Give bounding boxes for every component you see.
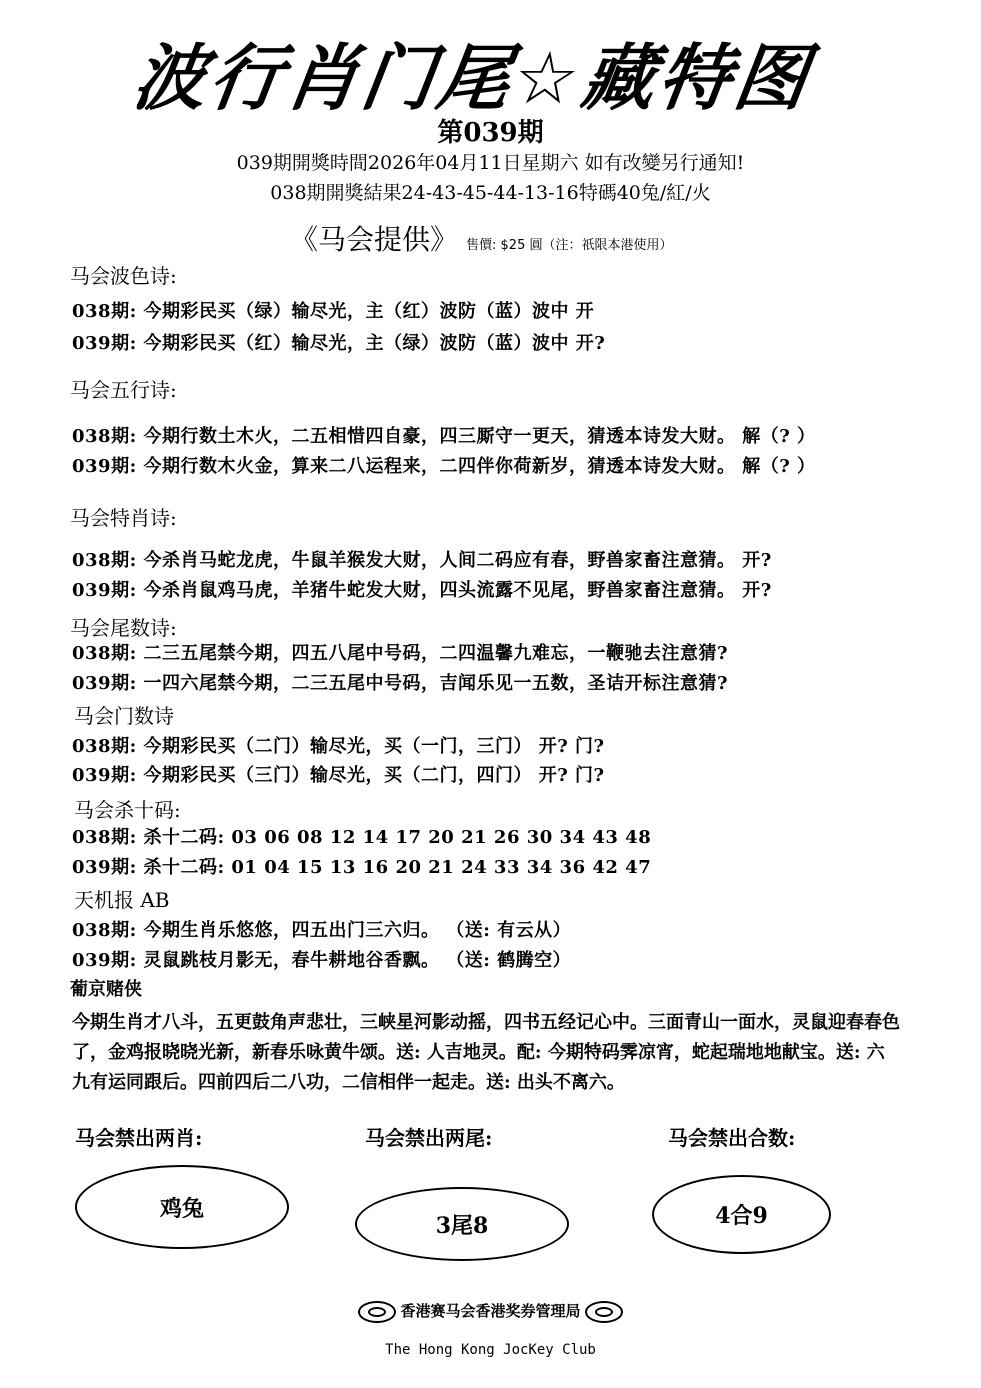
pujing-text: 今期生肖才八斗，五更鼓角声悲壮，三峡星河影动摇，四书五经记心中。三面青山一面水，灵鼠迎春春色了，金鸡报晓晓光新，新春乐咏黄牛颂。送: 人吉地灵。配: 今期特码霁凉宵，蛇起瑞地地献宝。送: 六九有运同跟后。四前四后二八功，二信相伴一起走。送: 出头不离六。 (72, 1012, 900, 1093)
last-result: 038期開獎結果24-43-45-44-13-16特碼40兔/紅/火 (270, 182, 711, 204)
section-title: 马会杀十码: (74, 798, 181, 822)
section-line: 038期: 今期生肖乐悠悠，四五出门三六归。 （送: 有云从） (72, 920, 572, 941)
section-line: 039期: 今期彩民买（三门）输尽光，买（二门，四门） 开? 门? (72, 765, 605, 786)
section-line: 038期: 今期行数土木火，二五相惜四自豪，四三厮守一更天，猜透本诗发大财。 解（? ） (72, 426, 816, 447)
jockey-club-logo-icon (358, 1301, 396, 1323)
section-line: 039期: 今期彩民买（红）输尽光，主（绿）波防（蓝）波中 开? (72, 333, 606, 354)
footer-en: The Hong Kong JocKey Club (385, 1342, 596, 1358)
section-line: 038期: 今期彩民买（二门）输尽光，买（一门，三门） 开? 门? (72, 736, 605, 757)
ban-value: 4合9 (715, 1203, 768, 1229)
section-line: 038期: 今期彩民买（绿）输尽光，主（红）波防（蓝）波中 开 (72, 301, 595, 322)
ban-label: 马会禁出合数: (668, 1126, 796, 1150)
ban-value: 鸡兔 (159, 1195, 204, 1222)
section-title: 马会特肖诗: (70, 506, 177, 530)
section-title: 马会波色诗: (70, 264, 177, 288)
section-line: 039期: 杀十二码: 01 04 15 13 16 20 21 24 33 34 36 42 47 (72, 857, 652, 878)
section-title: 马会尾数诗: (70, 616, 177, 640)
draw-time: 039期開獎時間2026年04月11日星期六 如有改變另行通知! (236, 152, 745, 174)
ban-label: 马会禁出两肖: (75, 1126, 203, 1150)
issue-number: 第039期 (437, 118, 544, 148)
section-line: 039期: 一四六尾禁今期，二三五尾中号码，吉闻乐见一五数，圣诘开标注意猜? (72, 673, 729, 694)
ban-value-ellipse (75, 1165, 289, 1249)
section-title: 马会五行诗: (70, 378, 177, 402)
provider-line (290, 218, 672, 258)
section-line: 039期: 今期行数木火金，算来二八运程来，二四伴你荷新岁，猜透本诗发大财。 解（? ） (72, 456, 816, 477)
ban-value: 3尾8 (435, 1212, 489, 1239)
section-line: 038期: 杀十二码: 03 06 08 12 14 17 20 21 26 30 34 43 48 (72, 827, 652, 848)
ban-value-ellipse (652, 1175, 831, 1254)
pujing-title: 葡京赌侠 (70, 979, 142, 1000)
section-title: 马会门数诗 (74, 704, 174, 728)
ban-label: 马会禁出两尾: (365, 1126, 493, 1150)
section-line: 039期: 今杀肖鼠鸡马虎，羊猪牛蛇发大财，四头流露不见尾，野兽家畜注意猜。 开? (72, 580, 772, 601)
footer-cn (0, 1300, 981, 1323)
section-line: 038期: 二三五尾禁今期，四五八尾中号码，二四温馨九难忘，一鞭驰去注意猜? (72, 643, 729, 664)
page-title: 波行肖门尾☆藏特图 (128, 36, 817, 120)
section-title: 天机报 AB (74, 888, 170, 912)
section-line: 039期: 灵鼠跳枝月影无，春牛耕地谷香飘。 （送: 鹤腾空） (72, 950, 572, 971)
ban-value-ellipse (355, 1187, 569, 1261)
price: 售價: $25 圓（注：祇限本港使用） (466, 238, 673, 253)
section-line: 038期: 今杀肖马蛇龙虎，牛鼠羊猴发大财，人间二码应有春，野兽家畜注意猜。 开? (72, 550, 772, 571)
jockey-club-logo-icon (585, 1301, 623, 1323)
provider: 《马会提供》 (290, 223, 459, 256)
footer-cn-text: 香港赛马会香港奖券管理局 (400, 1302, 581, 1320)
